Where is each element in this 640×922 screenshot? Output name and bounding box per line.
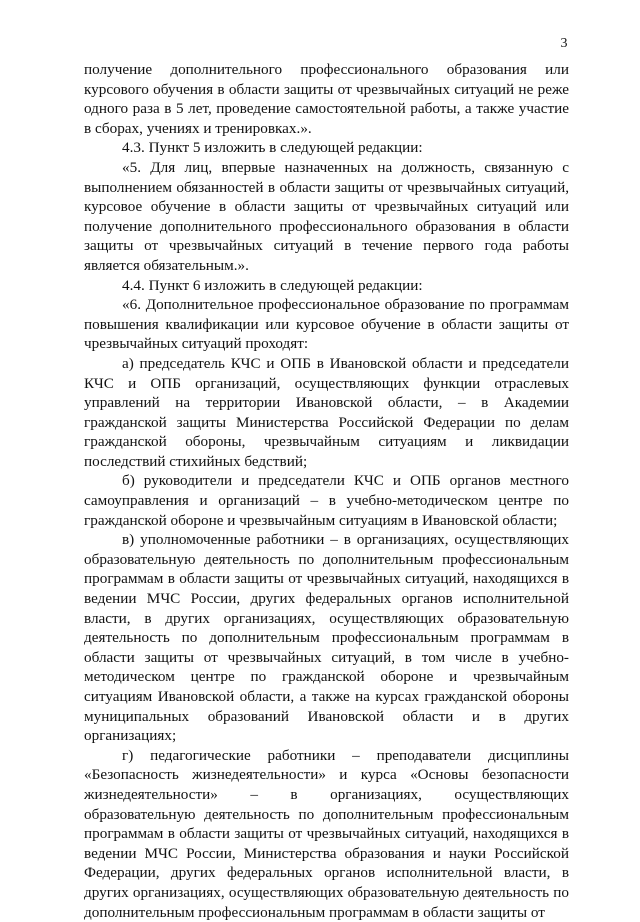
paragraph-item-g: г) педагогические работники – преподаватели дисциплины «Безопасность жизнедеятельности» и курса «Основы безопасности жизнедеятельности» – в организациях, осуществляющих образовательную деятельность по дополнительным профессиональным программам в области защиты от чрезвычайных ситуаций, находящихся в ведении МЧС России, Министерства образования и науки Российской Федерации, других федеральных органов исполнительной власти, в других организациях, осуществляющих образовательную деятельность по дополнительным профессиональным программам в области защиты от bbox=[84, 746, 569, 921]
paragraph-item-b: б) руководители и председатели КЧС и ОПБ органов местного самоуправления и организаций – в учебно-методическом центре по гражданской обороне и чрезвычайным ситуациям в Ивановской области; bbox=[84, 472, 569, 529]
paragraph-clause-6: «6. Дополнительное профессиональное образование по программам повышения квалификации или курсовое обучение в области защиты от чрезвычайных ситуаций проходят: bbox=[84, 296, 569, 353]
paragraph-item-a: а) председатель КЧС и ОПБ в Ивановской области и председатели КЧС и ОПБ организаций, осуществляющих функции отраслевых управлений на территории Ивановской области, – в Академии гражданской защиты Министерства Российской Федерации по делам гражданской обороны, чрезвычайным ситуациям и ликвидации последствий стихийных бедствий; bbox=[84, 354, 569, 470]
paragraph-amendment-4-3: 4.3. Пункт 5 изложить в следующей редакции: bbox=[122, 139, 423, 157]
paragraph-item-v: в) уполномоченные работники – в организациях, осуществляющих образовательную деятельность по дополнительным профессиональным программам в области защиты от чрезвычайных ситуаций, находящихся в ведении МЧС России, других федеральных органов исполнительной власти, в других организациях, осуществляющих образовательную деятельность по дополнительным профессиональным программам в области защиты от чрезвычайных ситуаций, в том числе в учебно-методическом центре по гражданской обороне и чрезвычайным ситуациям Ивановской области, а также на курсах гражданской обороны муниципальных образований Ивановской области и в других организациях; bbox=[84, 531, 569, 745]
page-number: 3 bbox=[560, 36, 568, 51]
paragraph-clause-5: «5. Для лиц, впервые назначенных на должность, связанную с выполнением обязанностей в области защиты от чрезвычайных ситуаций, курсовое обучение в области защиты от чрезвычайных ситуаций или получение дополнительного профессионального образования в области защиты от чрезвычайных ситуаций в течение первого года работы является обязательным.». bbox=[84, 158, 569, 274]
paragraph-continuation: получение дополнительного профессионального образования или курсового обучения в области защиты от чрезвычайных ситуаций не реже одного раза в 5 лет, проведение самостоятельной работы, а также участие в сборах, учениях и тренировках.». bbox=[84, 61, 569, 137]
document-body bbox=[84, 60, 569, 922]
paragraph-amendment-4-4: 4.4. Пункт 6 изложить в следующей редакции: bbox=[122, 276, 423, 294]
